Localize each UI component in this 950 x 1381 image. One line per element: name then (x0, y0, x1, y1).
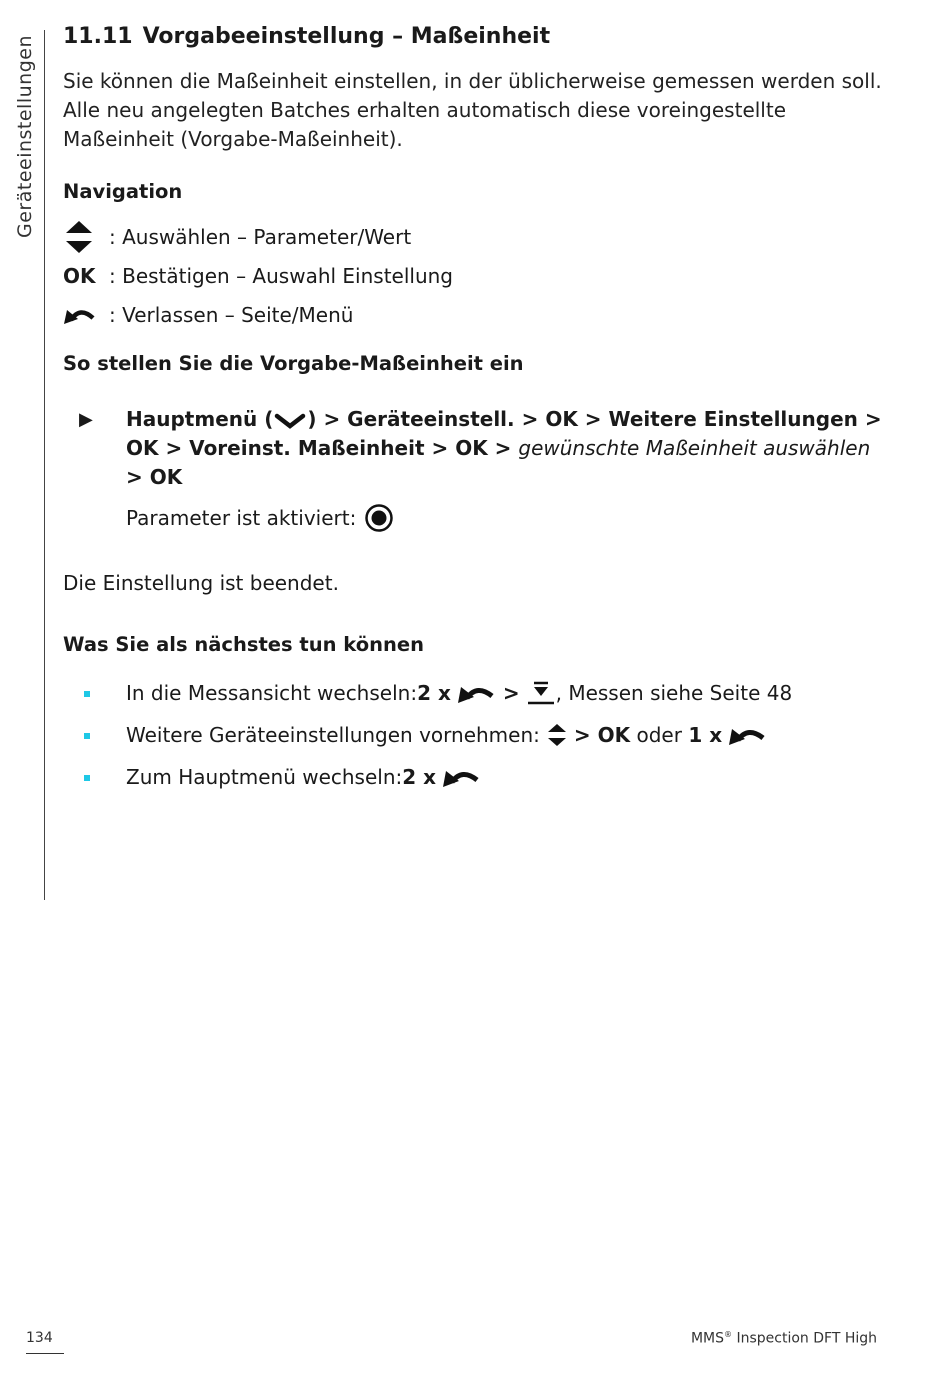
up-down-arrows-icon (546, 722, 568, 748)
back-arrow-icon (442, 765, 482, 789)
bullet-icon (84, 733, 90, 739)
nav-item-confirm (63, 256, 883, 295)
side-divider (44, 30, 45, 900)
step-text-2: ) > Geräteeinstell. > OK > Weitere Einstellungen > OK > Voreinst. Maßeinheit > OK > (126, 407, 882, 460)
howto-heading: So stellen Sie die Vorgabe-Maßeinheit ein (63, 352, 524, 375)
done-text: Die Einstellung ist beendet. (63, 571, 339, 595)
intro-paragraph: Sie können die Maßeinheit einstellen, in der üblicherweise gemessen werden soll. Alle neu angelegten Batches erhalten automatisch diese voreingestellte Maßeinheit (Vorgabe-Maßeinheit). (63, 69, 882, 151)
side-tab (14, 32, 44, 242)
section-number: 11.11 (63, 24, 133, 49)
nav-item-confirm-text: : Bestätigen – Auswahl Einstellung (109, 263, 454, 288)
parameter-status (126, 503, 883, 533)
next-steps-list (63, 672, 883, 798)
ok-symbol: OK (63, 263, 96, 288)
next-steps-heading: Was Sie als nächstes tun können (63, 633, 424, 656)
measure-view-icon (526, 680, 556, 706)
section-title: Vorgabeeinstellung – Maßeinheit (142, 24, 551, 49)
list-item: Weitere Geräteeinstellungen vornehmen: > OK oder 1 x (63, 714, 883, 756)
navigation-heading: Navigation (63, 180, 183, 203)
page-number: 134 (26, 1330, 53, 1346)
back-arrow-icon (457, 681, 497, 705)
list-item: Zum Hauptmenü wechseln: 2 x (63, 756, 883, 798)
back-arrow-icon (63, 304, 97, 326)
nav-item-select-text: : Auswählen – Parameter/Wert (109, 224, 412, 249)
nav-item-select (63, 217, 883, 256)
bullet-icon (84, 691, 90, 697)
list-item: In die Messansicht wechseln: 2 x > , Messen siehe Seite 48 (63, 672, 883, 714)
instruction-step (63, 405, 883, 492)
footer-rule (26, 1353, 64, 1354)
step-triangle-icon: ▶ (79, 409, 93, 430)
radio-selected-icon (364, 503, 394, 533)
up-down-arrows-icon (63, 219, 95, 255)
parameter-status-text: Parameter ist aktiviert: (126, 506, 357, 530)
step-text-3: > OK (126, 465, 183, 489)
chevron-down-icon (274, 412, 306, 430)
footer-product: MMS® Inspection DFT High (690, 1330, 877, 1347)
step-text-1: Hauptmenü ( (126, 407, 274, 431)
page-title (63, 24, 883, 49)
step-text-italic: gewünschte Maßeinheit auswählen (518, 436, 871, 460)
back-arrow-icon (728, 723, 768, 747)
bullet-icon (84, 775, 90, 781)
nav-item-leave (63, 295, 883, 334)
page-content (63, 24, 883, 798)
side-tab-label: Geräteeinstellungen (14, 35, 36, 238)
nav-item-leave-text: : Verlassen – Seite/Menü (109, 302, 354, 327)
